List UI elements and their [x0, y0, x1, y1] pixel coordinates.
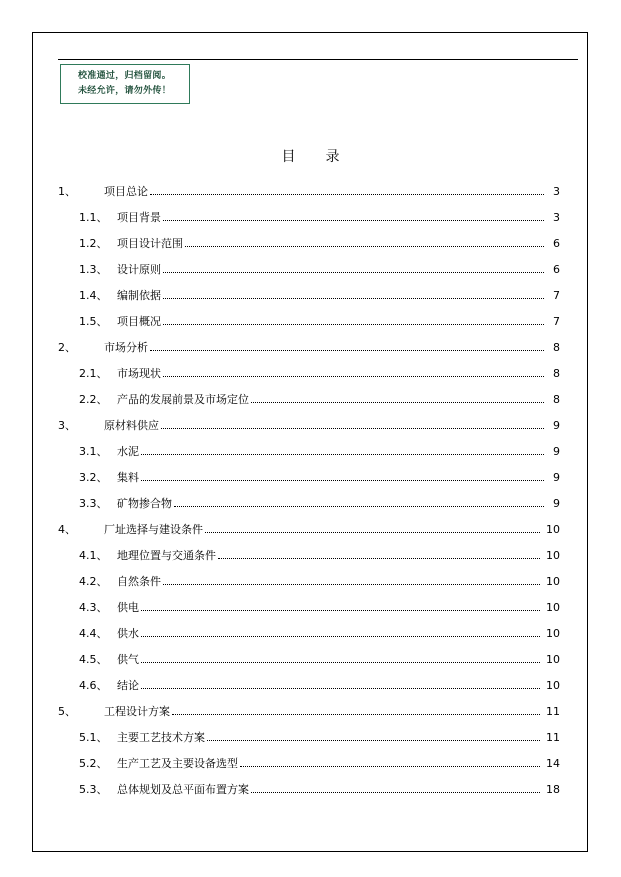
toc-entry-page: 18: [546, 782, 560, 796]
toc-entry[interactable]: [58, 438, 560, 464]
toc-entry-title: 编制依据: [117, 289, 161, 302]
toc-entry[interactable]: [58, 178, 560, 204]
toc-entry-number: 5.1、: [79, 731, 108, 744]
toc-dot-leader: [174, 506, 544, 507]
toc-entry-page: 3: [553, 210, 560, 224]
toc-entry-title: 供气: [117, 653, 139, 666]
toc-entry[interactable]: [58, 516, 560, 542]
approval-stamp: [60, 64, 190, 104]
toc-entry-title: 市场现状: [117, 367, 161, 380]
toc-entry-title: 厂址选择与建设条件: [104, 523, 203, 536]
toc-dot-leader: [163, 272, 544, 273]
toc-entry-title: 工程设计方案: [104, 705, 170, 718]
toc-dot-leader: [251, 792, 540, 793]
toc-entry-number: 4.3、: [79, 601, 108, 614]
toc-entry-page: 14: [546, 756, 560, 770]
toc-entry-number: 3、: [58, 419, 76, 432]
toc-entry-title: 集料: [117, 471, 139, 484]
toc-entry-number: 4.4、: [79, 627, 108, 640]
toc-entry[interactable]: [58, 412, 560, 438]
toc-entry-page: 9: [553, 470, 560, 484]
toc-entry-title: 市场分析: [104, 341, 148, 354]
toc-dot-leader: [251, 402, 544, 403]
toc-entry-number: 4.6、: [79, 679, 108, 692]
toc-entry-number: 1.1、: [79, 211, 108, 224]
toc-entry-title: 项目背景: [117, 211, 161, 224]
toc-entry-page: 10: [546, 600, 560, 614]
toc-entry[interactable]: [58, 308, 560, 334]
toc-dot-leader: [240, 766, 540, 767]
toc-dot-leader: [141, 480, 544, 481]
toc-dot-leader: [141, 610, 540, 611]
toc-dot-leader: [141, 636, 540, 637]
toc-entry-page: 11: [546, 704, 560, 718]
toc-entry-title: 项目概况: [117, 315, 161, 328]
toc-entry[interactable]: [58, 386, 560, 412]
toc-entry-title: 设计原则: [117, 263, 161, 276]
toc-entry-page: 7: [553, 288, 560, 302]
toc-entry-number: 1.4、: [79, 289, 108, 302]
toc-entry[interactable]: [58, 464, 560, 490]
toc-entry-page: 9: [553, 418, 560, 432]
toc-entry[interactable]: [58, 750, 560, 776]
toc-entry-page: 3: [553, 184, 560, 198]
toc-dot-leader: [150, 350, 544, 351]
toc-entry-page: 8: [553, 366, 560, 380]
toc-entry-page: 9: [553, 444, 560, 458]
toc-entry-number: 4.1、: [79, 549, 108, 562]
toc-entry-page: 10: [546, 574, 560, 588]
stamp-line-1: 校准通过，归档留阅。: [78, 71, 172, 81]
toc-entry[interactable]: [58, 698, 560, 724]
toc-dot-leader: [161, 428, 544, 429]
toc-entry[interactable]: [58, 334, 560, 360]
toc-entry-title: 水泥: [117, 445, 139, 458]
toc-entry-page: 10: [546, 678, 560, 692]
toc-entry-title: 产品的发展前景及市场定位: [117, 393, 249, 406]
toc-entry-number: 2、: [58, 341, 76, 354]
toc-entry[interactable]: [58, 594, 560, 620]
toc-entry-number: 1、: [58, 185, 76, 198]
toc-title-char-1: 目: [281, 149, 296, 165]
toc-entry-page: 6: [553, 236, 560, 250]
toc-entry[interactable]: [58, 776, 560, 802]
toc-dot-leader: [207, 740, 540, 741]
toc-dot-leader: [205, 532, 540, 533]
toc-entry-number: 4.5、: [79, 653, 108, 666]
toc-entry-title: 生产工艺及主要设备选型: [117, 757, 238, 770]
toc-title: [0, 146, 621, 166]
toc-entry-number: 1.3、: [79, 263, 108, 276]
toc-dot-leader: [163, 324, 544, 325]
toc-dot-leader: [185, 246, 544, 247]
toc-title-char-2: 录: [325, 149, 340, 165]
toc-entry-number: 3.2、: [79, 471, 108, 484]
toc-entry-title: 原材料供应: [104, 419, 159, 432]
toc-dot-leader: [141, 454, 544, 455]
toc-entry[interactable]: [58, 724, 560, 750]
toc-entry-page: 11: [546, 730, 560, 744]
toc-dot-leader: [141, 688, 540, 689]
toc-entry[interactable]: [58, 360, 560, 386]
toc-entry[interactable]: [58, 542, 560, 568]
toc-entry[interactable]: [58, 646, 560, 672]
table-of-contents: [58, 178, 560, 802]
toc-dot-leader: [150, 194, 544, 195]
toc-dot-leader: [163, 376, 544, 377]
toc-entry-number: 2.2、: [79, 393, 108, 406]
toc-entry-title: 自然条件: [117, 575, 161, 588]
toc-entry[interactable]: [58, 256, 560, 282]
toc-entry-number: 5.2、: [79, 757, 108, 770]
toc-entry-number: 1.5、: [79, 315, 108, 328]
toc-entry[interactable]: [58, 620, 560, 646]
toc-dot-leader: [141, 662, 540, 663]
toc-entry-page: 8: [553, 392, 560, 406]
toc-entry-title: 总体规划及总平面布置方案: [117, 783, 249, 796]
toc-entry[interactable]: [58, 568, 560, 594]
toc-entry-title: 项目总论: [104, 185, 148, 198]
toc-entry[interactable]: [58, 204, 560, 230]
toc-entry[interactable]: [58, 672, 560, 698]
stamp-line-2: 未经允许，请勿外传！: [78, 86, 172, 96]
header-rule: [58, 59, 578, 60]
toc-dot-leader: [163, 584, 540, 585]
toc-entry-title: 地理位置与交通条件: [117, 549, 216, 562]
toc-entry-page: 8: [553, 340, 560, 354]
toc-entry-number: 5、: [58, 705, 76, 718]
toc-entry-title: 矿物掺合物: [117, 497, 172, 510]
toc-entry-title: 主要工艺技术方案: [117, 731, 205, 744]
toc-entry-page: 10: [546, 652, 560, 666]
toc-entry-title: 供电: [117, 601, 139, 614]
toc-entry-number: 2.1、: [79, 367, 108, 380]
toc-entry[interactable]: [58, 282, 560, 308]
toc-entry-page: 7: [553, 314, 560, 328]
toc-entry-title: 项目设计范围: [117, 237, 183, 250]
toc-entry[interactable]: [58, 230, 560, 256]
toc-entry-page: 10: [546, 522, 560, 536]
toc-entry-number: 4.2、: [79, 575, 108, 588]
toc-dot-leader: [172, 714, 540, 715]
toc-entry-title: 结论: [117, 679, 139, 692]
toc-dot-leader: [163, 298, 544, 299]
toc-entry-page: 10: [546, 548, 560, 562]
toc-entry-page: 9: [553, 496, 560, 510]
toc-entry[interactable]: [58, 490, 560, 516]
toc-entry-number: 1.2、: [79, 237, 108, 250]
toc-entry-number: 5.3、: [79, 783, 108, 796]
toc-entry-title: 供水: [117, 627, 139, 640]
toc-entry-number: 4、: [58, 523, 76, 536]
toc-dot-leader: [218, 558, 540, 559]
toc-entry-page: 6: [553, 262, 560, 276]
toc-entry-number: 3.1、: [79, 445, 108, 458]
toc-dot-leader: [163, 220, 544, 221]
toc-entry-page: 10: [546, 626, 560, 640]
toc-entry-number: 3.3、: [79, 497, 108, 510]
